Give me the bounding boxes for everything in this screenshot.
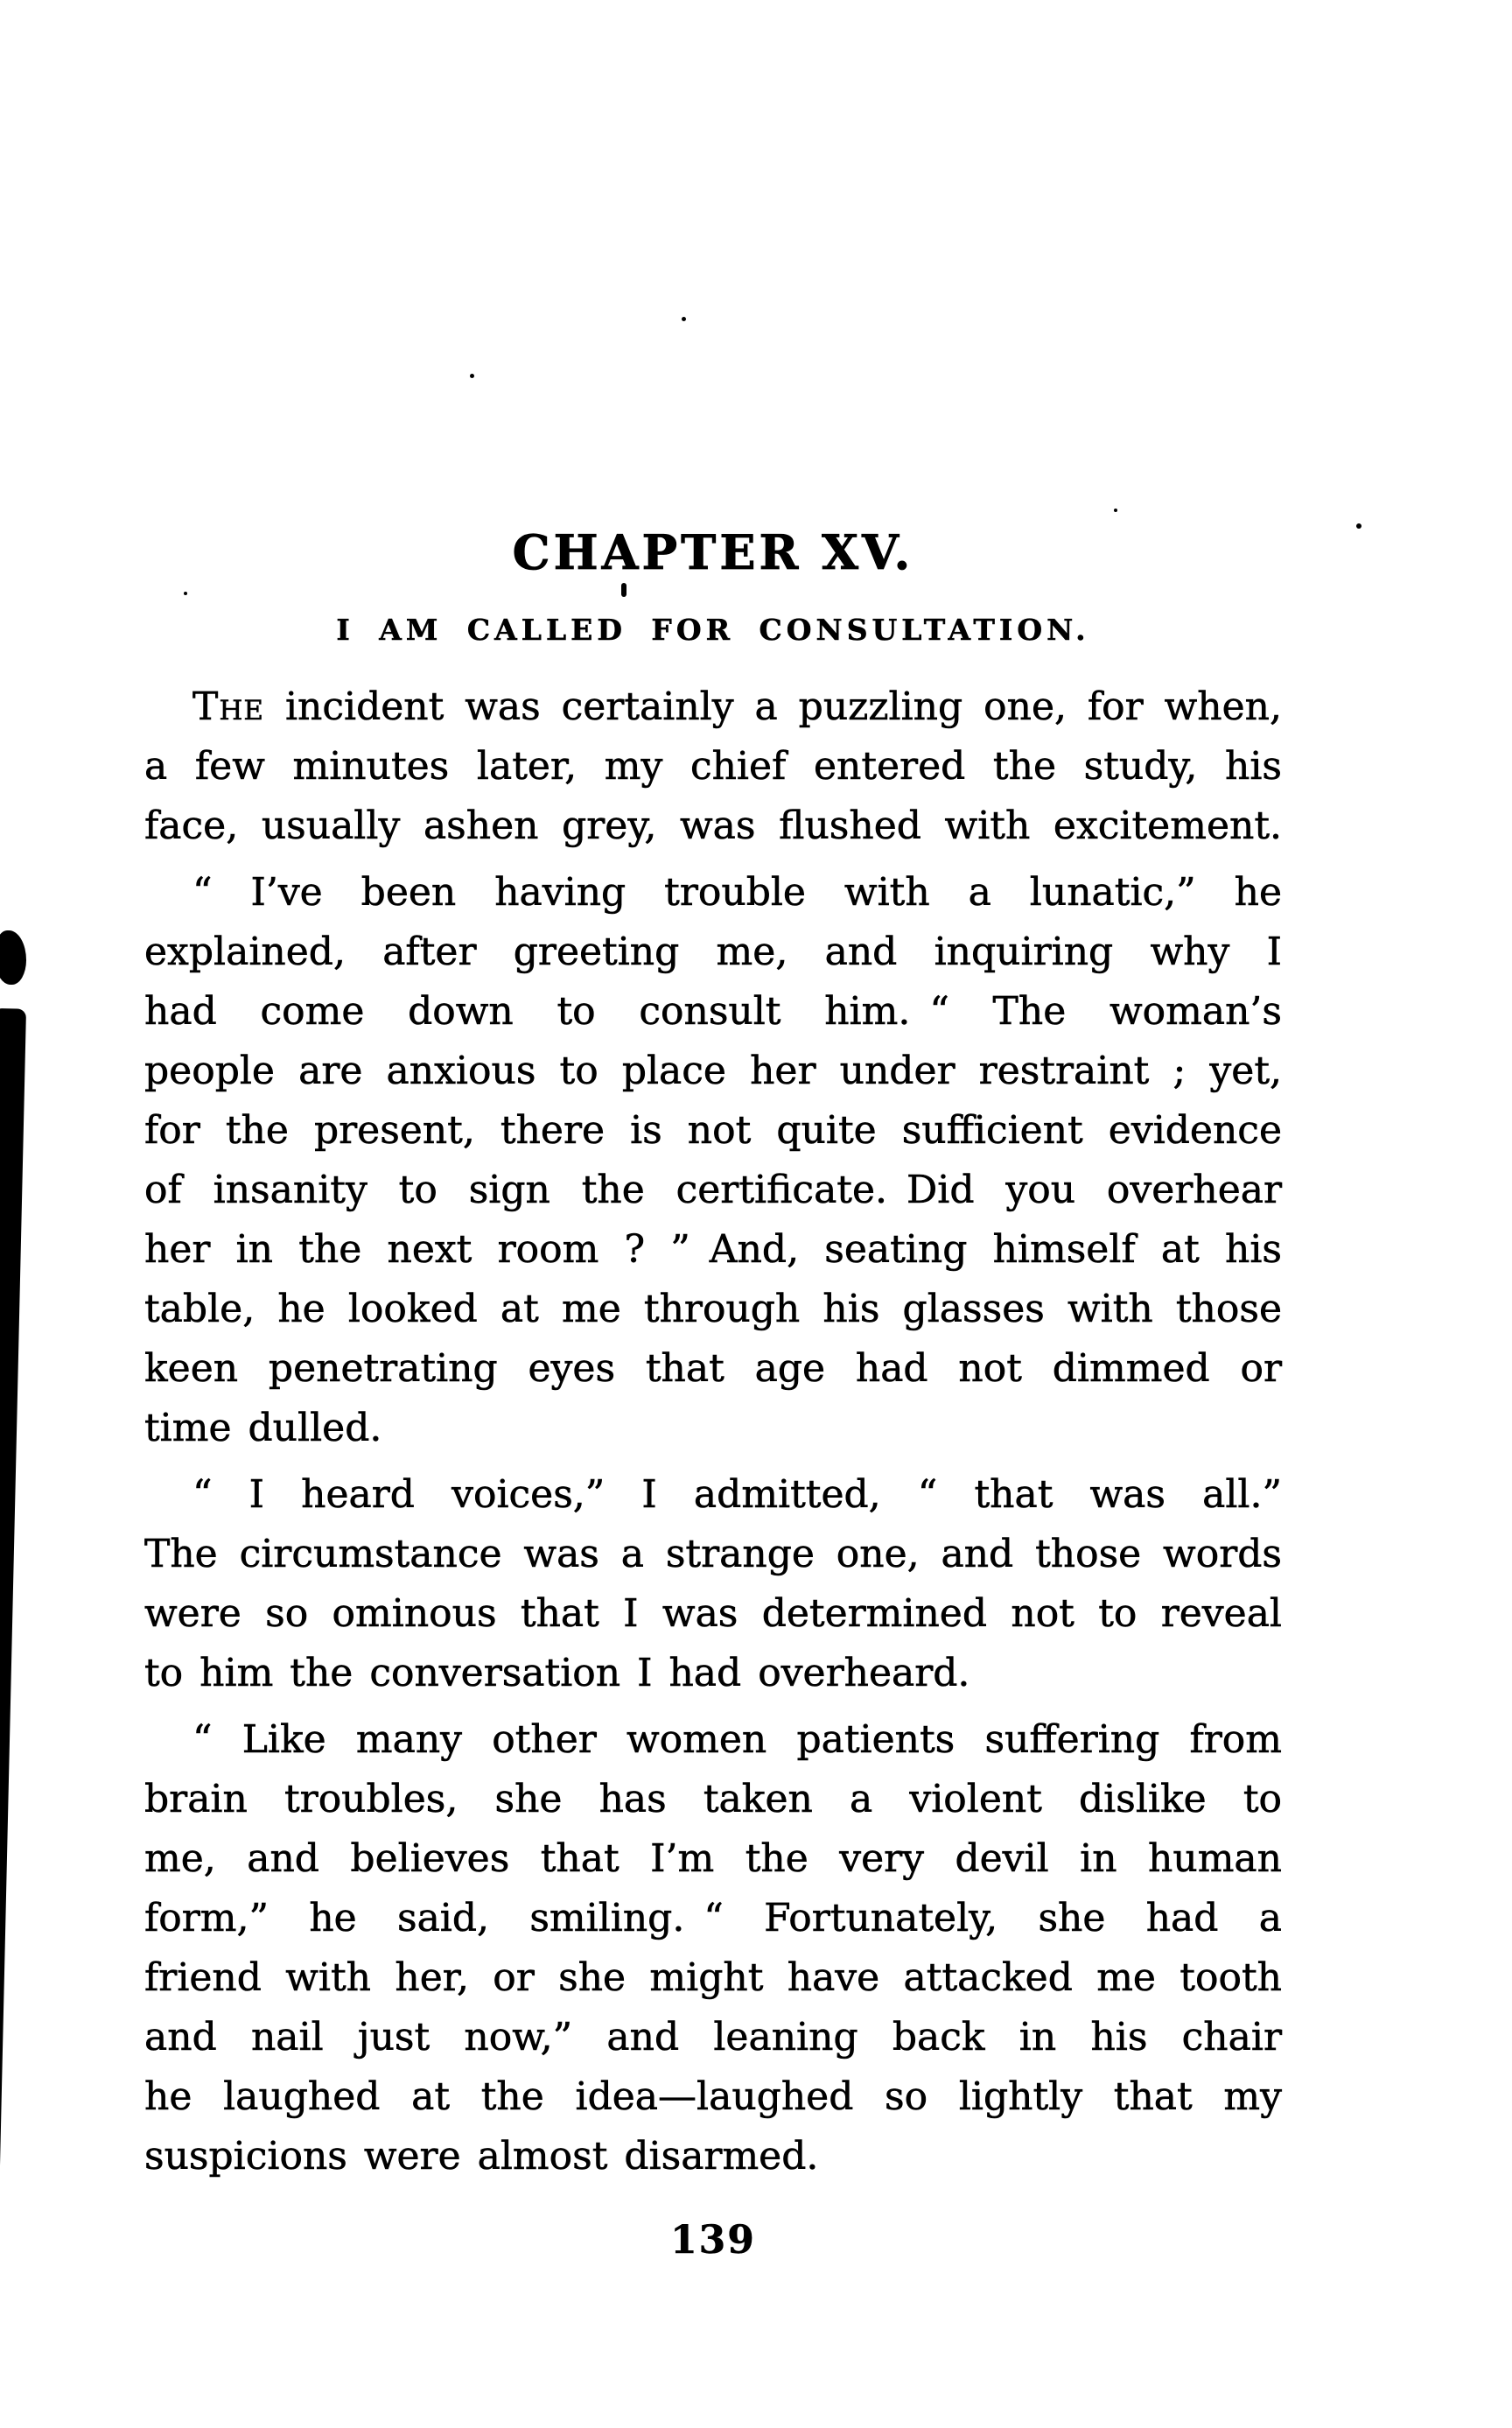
paragraph <box>144 677 1282 856</box>
text-line: me, and believes that I’m the very devil in human <box>144 1836 1282 1881</box>
text-line: brain troubles, she has taken a violent dislike to <box>144 1777 1282 1821</box>
text-line: The incident was certainly a puzzling one, for when, <box>192 684 1282 729</box>
text-line: “ Like many other women patients suffering from <box>192 1717 1282 1762</box>
text-line: to him the conversation I had overheard. <box>144 1651 970 1695</box>
scan-speck <box>1114 509 1117 512</box>
text-line: were so ominous that I was determined not to reveal <box>144 1591 1282 1636</box>
text-line: time dulled. <box>144 1406 382 1450</box>
text-line: explained, after greeting me, and inquiring why I <box>144 930 1282 974</box>
text-line: a few minutes later, my chief entered the study, his <box>144 744 1282 789</box>
text-line: keen penetrating eyes that age had not dimmed or <box>144 1346 1282 1391</box>
chapter-subtitle: I AM CALLED FOR CONSULTATION. <box>336 613 1090 647</box>
paragraph <box>144 863 1282 1458</box>
text-line: table, he looked at me through his glasses with those <box>144 1287 1282 1331</box>
text-line: her in the next room ? ” And, seating himself at his <box>144 1227 1282 1272</box>
text-line: “ I’ve been having trouble with a lunatic,” he <box>192 870 1282 915</box>
body-text <box>144 677 1282 2186</box>
paragraph <box>144 1710 1282 2186</box>
text-line: The circumstance was a strange one, and those words <box>144 1532 1282 1576</box>
page-number: 139 <box>670 2218 756 2263</box>
scan-speck <box>470 374 474 378</box>
text-line: face, usually ashen grey, was flushed with excitement. <box>144 803 1282 848</box>
scan-speck <box>682 317 686 321</box>
text-line: and nail just now,” and leaning back in his chair <box>144 2015 1282 2060</box>
text-line: for the present, there is not quite sufficient evidence <box>144 1108 1282 1153</box>
paragraph <box>144 1465 1282 1703</box>
scan-ink-blob <box>0 930 26 985</box>
text-line: suspicions were almost disarmed. <box>144 2134 819 2179</box>
text-line: “ I heard voices,” I admitted, “ that was all.” <box>192 1472 1282 1517</box>
text-line: had come down to consult him. “ The woman’s <box>144 989 1282 1034</box>
text-line: he laughed at the idea—laughed so lightly that my <box>144 2074 1282 2119</box>
scan-speck <box>1356 523 1362 529</box>
text-line: form,” he said, smiling. “ Fortunately, she had a <box>144 1896 1282 1940</box>
text-line: people are anxious to place her under restraint ; yet, <box>144 1049 1282 1093</box>
text-line: of insanity to sign the certificate. Did you overhear <box>144 1168 1282 1212</box>
text-line: friend with her, or she might have attacked me tooth <box>144 1955 1282 2000</box>
chapter-title: CHAPTER XV. <box>512 524 914 580</box>
scan-gutter-bar <box>0 1008 26 2428</box>
smallcaps-lead: The <box>192 684 265 729</box>
page-content <box>144 523 1282 2263</box>
